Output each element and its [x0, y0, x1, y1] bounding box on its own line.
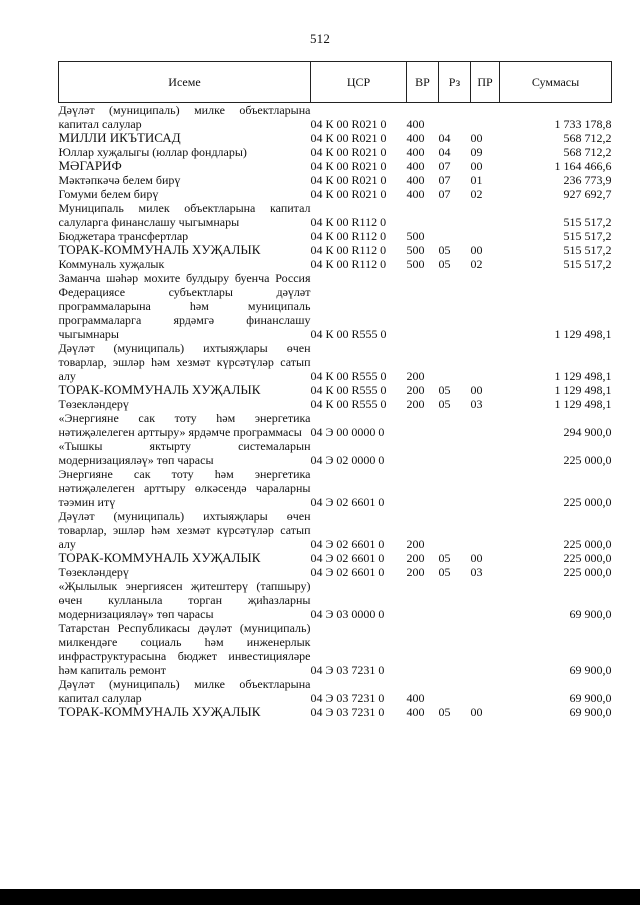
cell-pr: 00	[470, 131, 483, 145]
cell-vr: 400	[406, 117, 425, 131]
cell-sum: 1 129 498,1	[554, 327, 612, 341]
cell-vr: 400	[406, 705, 425, 719]
cell-pr: 03	[470, 397, 483, 411]
cell-csr: 04 Э 03 7231 0	[310, 663, 385, 677]
page-number: 512	[309, 31, 331, 46]
cell-name: МИЛЛИ ИКЪТИСАД	[58, 130, 181, 145]
cell-rz	[439, 411, 471, 439]
cell-sum: 927 692,7	[563, 187, 612, 201]
cell-pr: 02	[470, 257, 483, 271]
header-csr: ЦСР	[311, 62, 407, 103]
table-row	[59, 103, 612, 132]
cell-rz	[439, 621, 471, 677]
cell-sum: 69 900,0	[569, 663, 612, 677]
cell-pr	[471, 677, 500, 705]
cell-pr: 00	[470, 383, 483, 397]
cell-csr: 04 К 00 R112 0	[310, 215, 387, 229]
table-row	[59, 201, 612, 229]
cell-vr	[407, 579, 439, 621]
cell-sum: 294 900,0	[563, 425, 612, 439]
cell-name: Дәүләт (муниципаль) ихтыяҗлары өчен товарлар, эшләр һәм хезмәт күрсәтүләр сатып алу	[58, 509, 311, 551]
table-row	[59, 257, 612, 271]
cell-csr: 04 Э 00 0000 0	[310, 425, 385, 439]
cell-vr: 400	[406, 131, 425, 145]
cell-pr	[471, 411, 500, 439]
cell-vr	[407, 621, 439, 677]
table-row	[59, 439, 612, 467]
cell-name: Төзекләндерү	[58, 565, 129, 579]
cell-csr: 04 К 00 R021 0	[310, 187, 387, 201]
cell-sum: 69 900,0	[569, 705, 612, 719]
cell-name: ТОРАК-КОММУНАЛЬ ХУҖАЛЫК	[58, 242, 261, 257]
cell-csr: 04 Э 02 6601 0	[310, 551, 385, 565]
cell-vr: 200	[406, 551, 425, 565]
cell-name: Коммуналь хуҗалык	[58, 257, 165, 271]
cell-vr: 200	[406, 369, 425, 383]
cell-vr	[407, 411, 439, 439]
cell-pr	[471, 103, 500, 132]
table-row	[59, 383, 612, 397]
cell-csr: 04 Э 02 6601 0	[310, 495, 385, 509]
table-row	[59, 145, 612, 159]
cell-pr: 00	[470, 243, 483, 257]
cell-sum: 1 164 466,6	[554, 159, 612, 173]
table-row	[59, 131, 612, 145]
table-row	[59, 159, 612, 173]
cell-pr	[471, 439, 500, 467]
cell-rz	[439, 271, 471, 341]
cell-vr: 500	[406, 229, 425, 243]
cell-rz: 07	[438, 173, 451, 187]
cell-rz: 04	[438, 145, 451, 159]
cell-rz	[439, 467, 471, 509]
cell-name: МӘГАРИФ	[58, 158, 122, 173]
table-header-row	[59, 62, 612, 103]
table-body	[59, 103, 612, 720]
cell-sum: 236 773,9	[563, 173, 612, 187]
cell-pr: 00	[470, 551, 483, 565]
cell-rz: 07	[438, 187, 451, 201]
header-name: Исеме	[59, 62, 311, 103]
cell-csr: 04 Э 03 7231 0	[310, 705, 385, 719]
cell-vr	[407, 467, 439, 509]
cell-csr: 04 К 00 R555 0	[310, 369, 387, 383]
scan-bottom-edge	[0, 889, 640, 905]
cell-sum: 225 000,0	[563, 495, 612, 509]
cell-rz	[439, 229, 471, 243]
cell-vr: 500	[406, 243, 425, 257]
cell-vr: 200	[406, 397, 425, 411]
table-row	[59, 411, 612, 439]
cell-name: Татарстан Республикасы дәүләт (муниципаль) милкендәге социаль һәм инженерлык инфраструктурасына бюджет инвестицияләре һәм капиталь ремонт	[58, 621, 311, 677]
cell-name: Юллар хуҗалыгы (юллар фондлары)	[58, 145, 247, 159]
cell-name: Энергияне сак тоту һәм энергетика нәтиҗәлелеген арттыру өлкәсендә чараларны тәэмин итү	[58, 467, 311, 509]
cell-vr: 400	[406, 173, 425, 187]
cell-rz: 05	[438, 551, 451, 565]
cell-csr: 04 К 00 R112 0	[310, 229, 387, 243]
cell-rz	[439, 201, 471, 229]
cell-vr	[407, 439, 439, 467]
cell-rz: 05	[438, 257, 451, 271]
cell-vr: 200	[406, 565, 425, 579]
cell-rz	[439, 677, 471, 705]
cell-sum: 225 000,0	[563, 537, 612, 551]
cell-sum: 515 517,2	[563, 257, 612, 271]
cell-csr: 04 Э 02 0000 0	[310, 453, 385, 467]
cell-name: ТОРАК-КОММУНАЛЬ ХУҖАЛЫК	[58, 550, 261, 565]
cell-name: Муниципаль милек объектларына капитал салуларга финанслашу чыгымнары	[58, 201, 311, 229]
cell-sum: 69 900,0	[569, 691, 612, 705]
cell-sum: 568 712,2	[563, 131, 612, 145]
cell-sum: 1 129 498,1	[554, 369, 612, 383]
cell-rz	[439, 103, 471, 132]
table-row	[59, 243, 612, 257]
cell-csr: 04 Э 02 6601 0	[310, 565, 385, 579]
cell-rz: 05	[438, 383, 451, 397]
cell-name: Төзекләндерү	[58, 397, 129, 411]
cell-vr: 500	[406, 257, 425, 271]
cell-rz	[439, 439, 471, 467]
cell-sum: 1 733 178,8	[554, 117, 612, 131]
table-row	[59, 621, 612, 677]
table-row	[59, 705, 612, 719]
header-pr: ПР	[471, 62, 500, 103]
table-row	[59, 565, 612, 579]
table-row	[59, 173, 612, 187]
header-vr: ВР	[407, 62, 439, 103]
table-row	[59, 551, 612, 565]
cell-pr: 02	[470, 187, 483, 201]
cell-pr	[471, 271, 500, 341]
cell-name: «Җылылык энергиясен җитештерү (тапшыру) өчен кулланыла торган җиһазларны модернизацияләү» төп чарасы	[58, 579, 311, 621]
cell-name: «Тышкы яктырту системаларын модернизацияләү» төп чарасы	[58, 439, 311, 467]
cell-vr: 400	[406, 145, 425, 159]
cell-name: Дәүләт (муниципаль) ихтыяҗлары өчен товарлар, эшләр һәм хезмәт күрсәтүләр сатып алу	[58, 341, 311, 383]
cell-csr: 04 К 00 R112 0	[310, 257, 387, 271]
cell-pr	[471, 579, 500, 621]
cell-pr: 09	[470, 145, 483, 159]
cell-pr	[471, 229, 500, 243]
cell-pr	[471, 341, 500, 383]
cell-pr	[471, 621, 500, 677]
cell-csr: 04 К 00 R021 0	[310, 131, 387, 145]
cell-vr: 400	[406, 159, 425, 173]
cell-name: ТОРАК-КОММУНАЛЬ ХУҖАЛЫК	[58, 704, 261, 719]
cell-sum: 515 517,2	[563, 243, 612, 257]
table-row	[59, 341, 612, 383]
cell-sum: 1 129 498,1	[554, 383, 612, 397]
cell-csr: 04 К 00 R555 0	[310, 383, 387, 397]
cell-rz: 07	[438, 159, 451, 173]
cell-csr: 04 Э 02 6601 0	[310, 537, 385, 551]
cell-sum: 69 900,0	[569, 607, 612, 621]
cell-rz	[439, 579, 471, 621]
cell-rz	[439, 509, 471, 551]
cell-rz: 05	[438, 565, 451, 579]
cell-sum: 515 517,2	[563, 215, 612, 229]
cell-rz: 05	[438, 705, 451, 719]
cell-csr: 04 К 00 R555 0	[310, 397, 387, 411]
cell-vr: 400	[406, 187, 425, 201]
cell-sum: 568 712,2	[563, 145, 612, 159]
cell-name: «Энергияне сак тоту һәм энергетика нәтиҗәлелеген арттыру» ярдәмче программасы	[58, 411, 311, 439]
cell-name: Дәүләт (муниципаль) милке объектларына капитал салулар	[58, 677, 311, 705]
cell-pr	[471, 509, 500, 551]
cell-csr: 04 К 00 R021 0	[310, 173, 387, 187]
cell-csr: 04 Э 03 7231 0	[310, 691, 385, 705]
cell-rz: 05	[438, 243, 451, 257]
cell-pr: 03	[470, 565, 483, 579]
table-row	[59, 229, 612, 243]
cell-name: Мәктәпкәчә белем бирү	[58, 173, 181, 187]
table-row	[59, 677, 612, 705]
header-sum: Суммасы	[500, 62, 612, 103]
cell-pr	[471, 467, 500, 509]
cell-name: Гомуми белем бирү	[58, 187, 159, 201]
table-row	[59, 271, 612, 341]
cell-csr: 04 К 00 R021 0	[310, 159, 387, 173]
cell-sum: 225 000,0	[563, 453, 612, 467]
table-row	[59, 579, 612, 621]
cell-pr: 00	[470, 159, 483, 173]
cell-rz	[439, 341, 471, 383]
cell-name: ТОРАК-КОММУНАЛЬ ХУҖАЛЫК	[58, 382, 261, 397]
cell-vr: 400	[406, 691, 425, 705]
table-row	[59, 467, 612, 509]
cell-pr	[471, 201, 500, 229]
cell-sum: 225 000,0	[563, 565, 612, 579]
cell-csr: 04 Э 03 0000 0	[310, 607, 385, 621]
cell-sum: 1 129 498,1	[554, 397, 612, 411]
cell-rz: 05	[438, 397, 451, 411]
cell-csr: 04 К 00 R021 0	[310, 117, 387, 131]
cell-vr: 200	[406, 537, 425, 551]
cell-csr: 04 К 00 R555 0	[310, 327, 387, 341]
cell-csr: 04 К 00 R112 0	[310, 243, 387, 257]
cell-pr: 01	[470, 173, 483, 187]
header-rz: Рз	[439, 62, 471, 103]
cell-name: Заманча шәһәр мохите булдыру буенча Россия Федерациясе субъектлары дәүләт программаларына һәм муниципаль программаларга ярдәмгә финанслашу чыгымнары	[58, 271, 311, 341]
cell-pr: 00	[470, 705, 483, 719]
cell-sum: 225 000,0	[563, 551, 612, 565]
table-row	[59, 397, 612, 411]
cell-rz: 04	[438, 131, 451, 145]
cell-sum: 515 517,2	[563, 229, 612, 243]
table-row	[59, 509, 612, 551]
cell-csr: 04 К 00 R021 0	[310, 145, 387, 159]
cell-vr	[407, 201, 439, 229]
cell-vr: 200	[406, 383, 425, 397]
cell-vr	[407, 271, 439, 341]
cell-name: Дәүләт (муниципаль) милке объектларына капитал салулар	[58, 103, 311, 131]
table-row	[59, 187, 612, 201]
cell-name: Бюджетара трансфертлар	[58, 229, 189, 243]
budget-table	[58, 61, 612, 719]
